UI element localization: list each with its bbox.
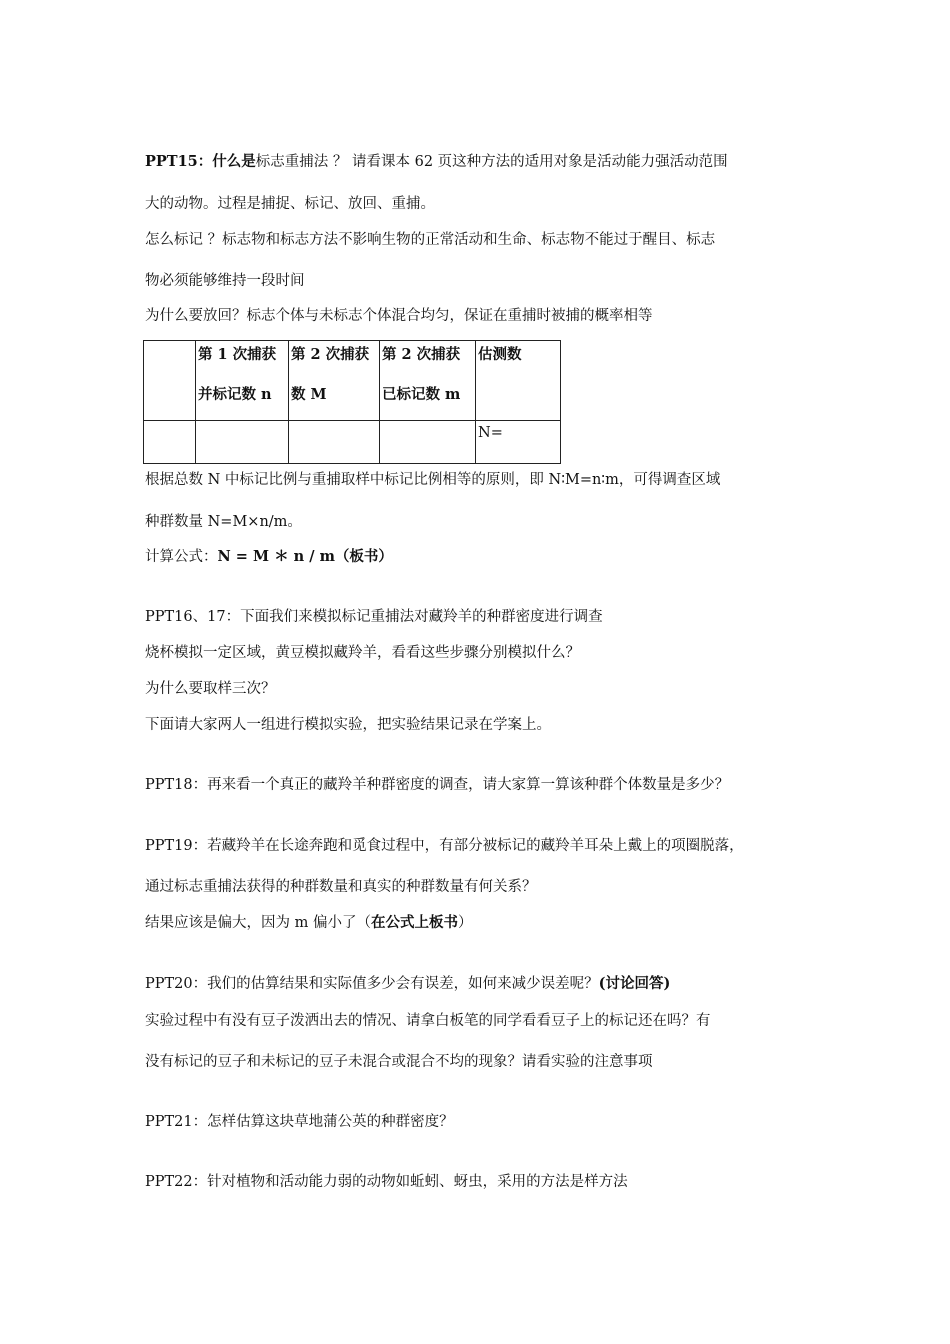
formula-expression: N = M ＊ n / m（板书） — [217, 548, 393, 565]
ppt19-line-1: PPT19：若藏羚羊在长途奔跑和觅食过程中，有部分被标记的藏羚羊耳朵上戴上的项圈脱落， — [145, 838, 744, 854]
ppt20-line-2: 实验过程中有没有豆子泼洒出去的情况、请拿白板笔的同学看看豆子上的标记还在吗？有 — [145, 1013, 711, 1029]
ppt20-bold-note: (讨论回答) — [598, 975, 671, 992]
ppt15-label: PPT15： — [145, 153, 213, 170]
ppt15-continuation: 大的动物。过程是捕捉、标记、放回、重捕。 — [145, 196, 435, 212]
principle-line-2: 种群数量 N=M×n/m。 — [145, 514, 302, 530]
table-header-second-marked: 第 2 次捕获 已标记数 m — [380, 341, 476, 421]
table-cell-n: N= — [476, 421, 561, 464]
table-cell — [380, 421, 476, 464]
ppt15-bold-question: 什么是 — [212, 153, 256, 170]
formula-line — [145, 547, 393, 567]
ppt21-line: PPT21：怎样估算这块草地蒲公英的种群密度？ — [145, 1114, 454, 1130]
release-question: 为什么要放回？标志个体与未标志个体混合均匀，保证在重捕时被捕的概率相等 — [145, 308, 653, 324]
table-header-estimate: 估测数 — [476, 341, 561, 421]
ppt16-line-1: PPT16、17：下面我们来模拟标记重捕法对藏羚羊的种群密度进行调查 — [145, 609, 603, 625]
principle-line-1: 根据总数 N 中标记比例与重捕取样中标记比例相等的原则，即 N∶M=n∶m，可得调查区域 — [145, 472, 721, 488]
ppt20-line-3: 没有标记的豆子和未标记的豆子未混合或混合不均的现象？请看实验的注意事项 — [145, 1054, 653, 1070]
ppt22-line: PPT22：针对植物和活动能力弱的动物如蚯蚓、蚜虫，采用的方法是样方法 — [145, 1174, 628, 1190]
ppt16-line-2: 烧杯模拟一定区域，黄豆模拟藏羚羊，看看这些步骤分别模拟什么？ — [145, 645, 580, 661]
ppt19-line-3: 结果应该是偏大，因为 m 偏小了（在公式上板书） — [145, 914, 473, 931]
formula-label: 计算公式： — [145, 549, 218, 565]
table-header-first-capture: 第 1 次捕获 并标记数 n — [196, 341, 289, 421]
capture-table — [143, 340, 561, 464]
ppt16-line-3: 为什么要取样三次？ — [145, 681, 276, 697]
ppt15-text: 标志重捕法 ？ 请看课本 62 页这种方法的适用对象是活动能力强活动范围 — [255, 154, 728, 170]
table-header-empty — [144, 341, 196, 421]
marking-question: 怎么标记 ？标志物和标志方法不影响生物的正常活动和生命、标志物不能过于醒目、标志 — [145, 232, 716, 248]
ppt16-line-4: 下面请大家两人一组进行模拟实验，把实验结果记录在学案上。 — [145, 717, 551, 733]
ppt19-line-2: 通过标志重捕法获得的种群数量和真实的种群数量有何关系？ — [145, 879, 537, 895]
table-cell — [289, 421, 380, 464]
ppt18-line: PPT18：再来看一个真正的藏羚羊种群密度的调查，请大家算一算该种群个体数量是多少？ — [145, 777, 730, 793]
table-cell — [144, 421, 196, 464]
ppt15-line — [145, 152, 728, 172]
table-cell — [196, 421, 289, 464]
table-header-second-capture: 第 2 次捕获 数 M — [289, 341, 380, 421]
marking-question-cont: 物必须能够维持一段时间 — [145, 273, 305, 289]
ppt19-bold-note: 在公式上板书 — [370, 914, 458, 931]
ppt20-line-1: PPT20：我们的估算结果和实际值多少会有误差，如何来减少误差呢？(讨论回答) — [145, 975, 671, 992]
